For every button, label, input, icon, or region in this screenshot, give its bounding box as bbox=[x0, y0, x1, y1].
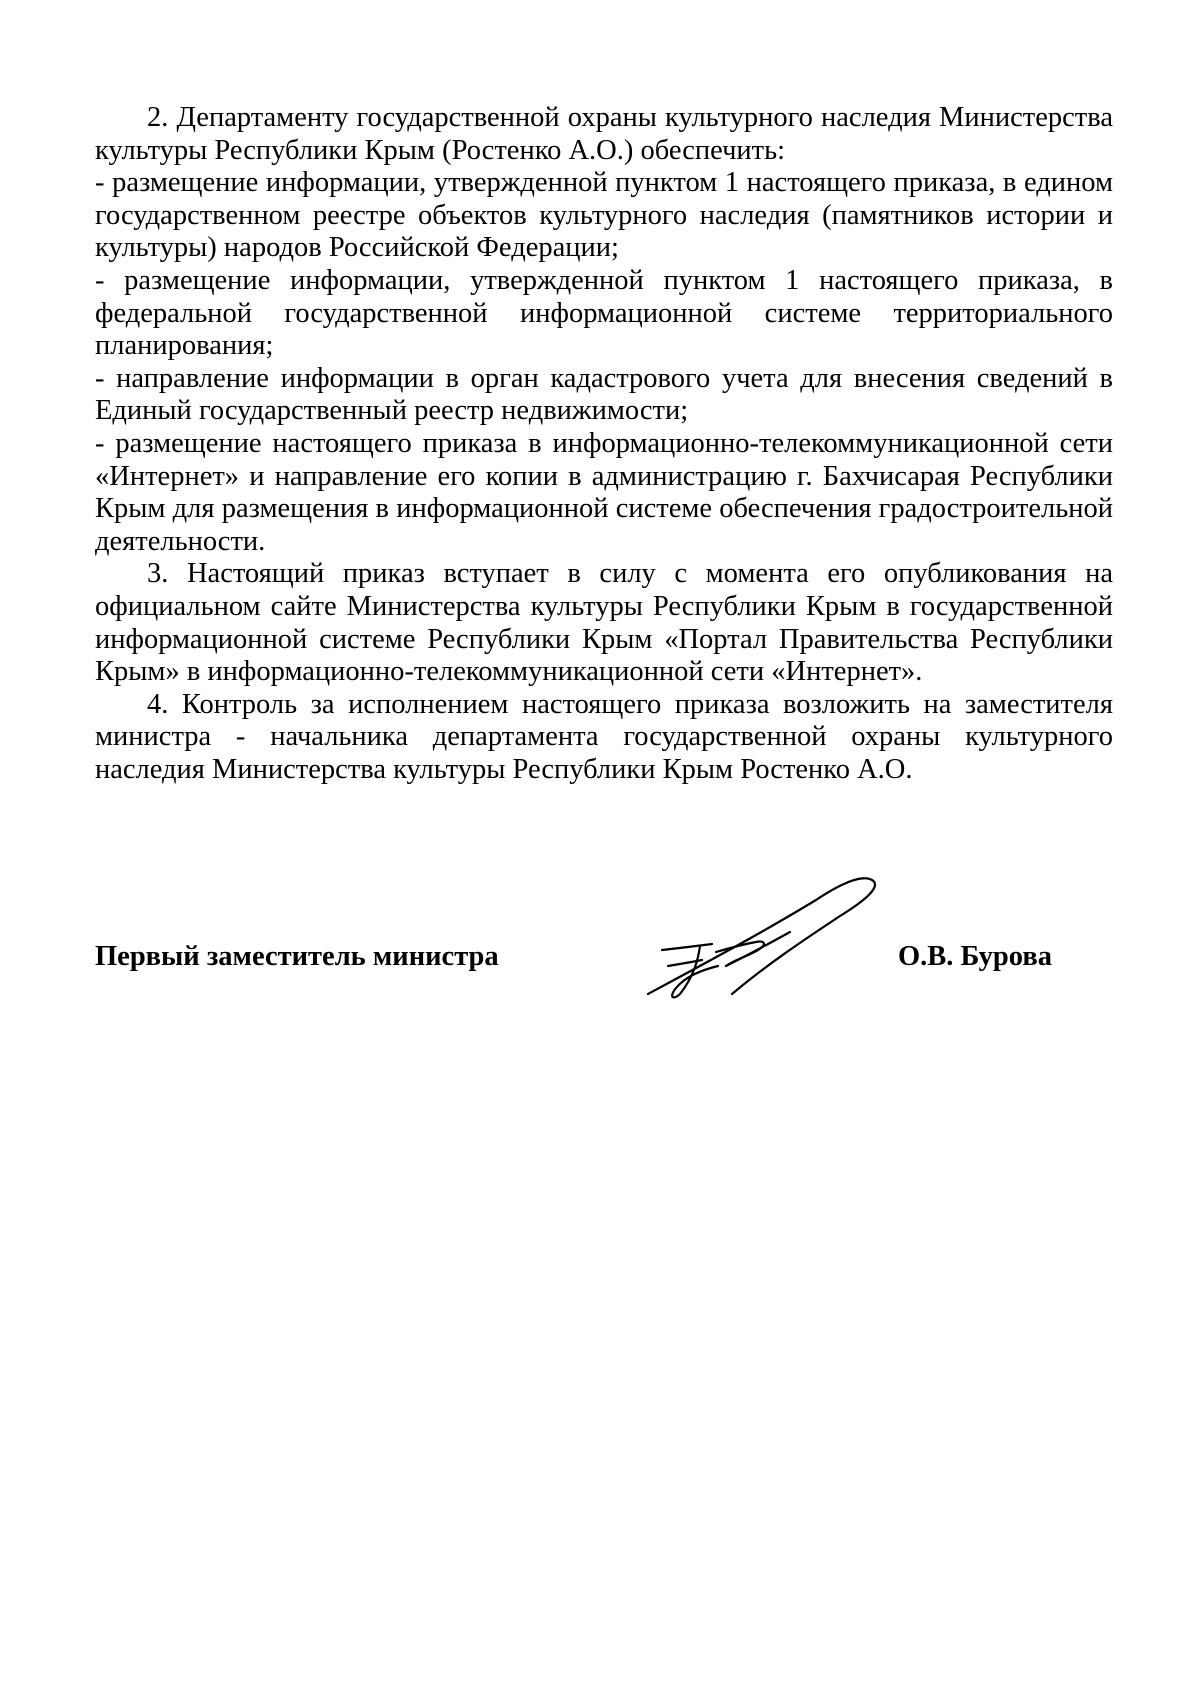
document-body bbox=[95, 102, 1113, 786]
paragraph-4: 4. Контроль за исполнением настоящего приказа возложить на заместителя министра - начальника департамента государственной охраны культурного наследия Министерства культуры Республики Крым Ростенко А.О. bbox=[95, 688, 1113, 785]
paragraph-3: 3. Настоящий приказ вступает в силу с момента его опубликования на официальном сайте Министерства культуры Республики Крым в государственной информационной системе Республики Крым «Портал Правительства Республики Крым» в информационно-телекоммуникационной сети «Интернет». bbox=[95, 558, 1113, 688]
paragraph-2-item-1: - размещение информации, утвержденной пунктом 1 настоящего приказа, в едином государственном реестре объектов культурного наследия (памятников истории и культуры) народов Российской Федерации; bbox=[95, 167, 1113, 264]
paragraph-2-item-4: - размещение настоящего приказа в информационно-телекоммуникационной сети «Интернет» и направление его копии в администрацию г. Бахчисарая Республики Крым для размещения в информационной системе обеспечения градостроительной деятельности. bbox=[95, 427, 1113, 557]
signature-row bbox=[0, 940, 1200, 1020]
paragraph-2-item-2: - размещение информации, утвержденной пунктом 1 настоящего приказа, в федеральной государственной информационной системе территориального планирования; bbox=[95, 264, 1113, 362]
paragraph-2-item-3: - направление информации в орган кадастрового учета для внесения сведений в Единый государственный реестр недвижимости; bbox=[95, 362, 1113, 427]
signer-name: О.В. Бурова bbox=[898, 941, 1052, 972]
signer-position-title: Первый заместитель министра bbox=[95, 941, 499, 972]
paragraph-2-lead: 2. Департаменту государственной охраны культурного наследия Министерства культуры Республики Крым (Ростенко А.О.) обеспечить: bbox=[95, 102, 1113, 166]
handwritten-signature-icon bbox=[640, 870, 900, 1000]
